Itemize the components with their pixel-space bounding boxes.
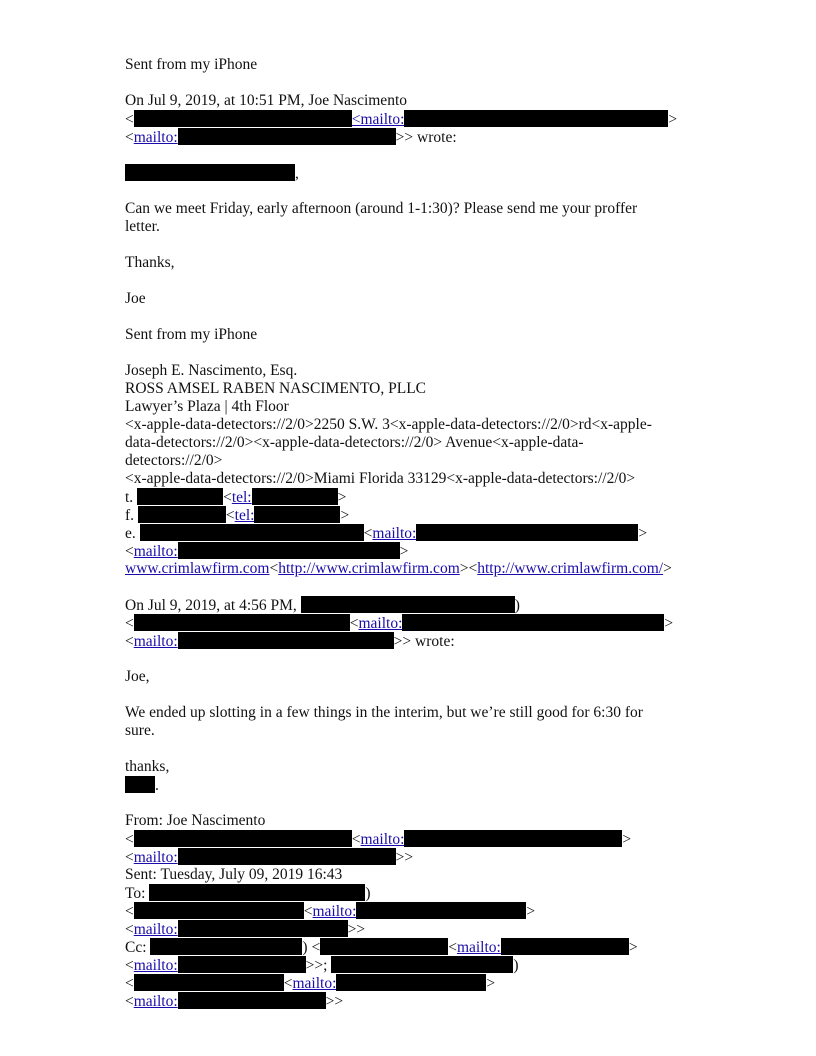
- mailto-link[interactable]: mailto:: [360, 831, 405, 848]
- mailto-link: <: [351, 111, 361, 128]
- email2-signoff: [125, 776, 159, 794]
- signature-address-3: detectors://2/0>: [125, 452, 223, 469]
- email2-body-cont: sure.: [125, 722, 155, 739]
- email1-body: Can we meet Friday, early afternoon (around 1-1:30)? Please send me your proffer: [125, 200, 638, 217]
- lt: <: [125, 957, 134, 974]
- mailto-link[interactable]: mailto:: [133, 921, 178, 938]
- forwarded-from-mailto: [125, 848, 413, 866]
- reply-header-2-text: On Jul 9, 2019, at 4:56 PM,: [125, 597, 297, 614]
- lt: <: [303, 903, 313, 920]
- redaction: [150, 938, 302, 955]
- mailto-link[interactable]: mailto:: [292, 975, 337, 992]
- lt: <: [125, 129, 134, 146]
- lt: <: [225, 507, 235, 524]
- mailto-link[interactable]: mailto:: [456, 939, 501, 956]
- lt: <: [363, 525, 373, 542]
- redaction: [134, 614, 350, 631]
- lt: <: [351, 831, 361, 848]
- redaction: [178, 128, 396, 145]
- redaction: [501, 938, 629, 955]
- lt: <: [125, 849, 134, 866]
- lt: <: [125, 615, 134, 632]
- redaction: [252, 488, 338, 505]
- lt: <: [269, 560, 279, 577]
- gt: >: [486, 975, 496, 992]
- redaction: [331, 956, 513, 973]
- lt: <: [125, 543, 134, 560]
- redaction: [301, 596, 515, 613]
- forwarded-to-mailto: [125, 920, 365, 938]
- lt: <: [349, 615, 359, 632]
- redaction: [134, 830, 352, 847]
- signature-email-mailto: [125, 542, 408, 560]
- sent-from-iphone: Sent from my iPhone: [125, 56, 258, 73]
- reply-header-1-address-line: [125, 110, 677, 128]
- redaction: [416, 524, 638, 541]
- website-link-http-slash[interactable]: http://www.crimlawfirm.com/: [477, 560, 664, 577]
- mailto-link[interactable]: mailto:: [133, 957, 178, 974]
- signature-website: [125, 560, 672, 578]
- redaction: [134, 974, 284, 991]
- email2-body: We ended up slotting in a few things in the interim, but we’re still good for 6:30 for: [125, 704, 643, 721]
- gtgt-semi: >>;: [305, 957, 328, 974]
- email1-thanks: Thanks,: [125, 254, 175, 271]
- gtgt: >>: [395, 849, 414, 866]
- redaction: [137, 488, 223, 505]
- comma: ,: [295, 165, 299, 182]
- redaction: [178, 632, 394, 649]
- email2-greeting: Joe,: [125, 668, 150, 685]
- forwarded-cc-mailto: [125, 956, 519, 974]
- redaction: [404, 110, 668, 127]
- cc-label: Cc:: [125, 939, 147, 956]
- reply-header-1: On Jul 9, 2019, at 10:51 PM, Joe Nascimento: [125, 92, 407, 109]
- mailto-link[interactable]: mailto:: [133, 129, 178, 146]
- signature-fax: [125, 506, 349, 524]
- reply-header-1-mailto-line: [125, 128, 457, 146]
- redaction: [402, 614, 664, 631]
- forwarded-sent: Sent: Tuesday, July 09, 2019 16:43: [125, 866, 343, 883]
- lt: <: [125, 975, 134, 992]
- forwarded-to: [125, 884, 371, 902]
- redaction: [336, 974, 486, 991]
- gt: >: [664, 615, 674, 632]
- mailto-link[interactable]: mailto:: [312, 903, 357, 920]
- lt: <: [125, 633, 134, 650]
- redaction: [134, 110, 352, 127]
- mailto-link[interactable]: mailto:: [360, 111, 405, 128]
- reply-header-2-address-line: [125, 614, 673, 632]
- email-label: e.: [125, 525, 136, 542]
- signature-firm: ROSS AMSEL RABEN NASCIMENTO, PLLC: [125, 380, 427, 397]
- redaction: [138, 506, 226, 523]
- email1-sent-from: Sent from my iPhone: [125, 326, 258, 343]
- signature-address-4: <x-apple-data-detectors://2/0>Miami Florida 33129<x-apple-data-detectors://2/0>: [125, 470, 636, 487]
- mailto-link[interactable]: mailto:: [372, 525, 417, 542]
- gtgt: >>: [325, 993, 344, 1010]
- redaction: [356, 902, 526, 919]
- redaction: [320, 938, 448, 955]
- reply-header-2: [125, 596, 520, 614]
- tel-link[interactable]: tel:: [234, 507, 255, 524]
- gtgt: >>: [347, 921, 366, 938]
- lt: <: [448, 939, 457, 956]
- mailto-link[interactable]: mailto:: [133, 849, 178, 866]
- website-link-http[interactable]: http://www.crimlawfirm.com: [278, 560, 460, 577]
- close-paren: ): [514, 597, 520, 614]
- redaction: [178, 992, 326, 1009]
- lt: <: [468, 560, 478, 577]
- lt: <: [283, 975, 293, 992]
- redaction: [254, 506, 340, 523]
- redaction: [140, 524, 364, 541]
- paren-lt: ) <: [302, 939, 321, 956]
- email1-signoff: Joe: [125, 290, 146, 307]
- gt: >: [337, 489, 347, 506]
- gt: >: [628, 939, 638, 956]
- signature-email: [125, 524, 647, 542]
- signature-address-2: data-detectors://2/0><x-apple-data-detectors://2/0> Avenue<x-apple-data-: [125, 434, 584, 451]
- mailto-link[interactable]: mailto:: [133, 633, 178, 650]
- mailto-link[interactable]: mailto:: [133, 993, 178, 1010]
- wrote-suffix: >> wrote:: [393, 633, 455, 650]
- period: .: [155, 777, 159, 794]
- gt: >: [399, 543, 409, 560]
- redaction: [178, 542, 400, 559]
- lt: <: [125, 921, 134, 938]
- close-paren: ): [365, 885, 371, 902]
- forwarded-from: From: Joe Nascimento: [125, 812, 266, 829]
- website-link[interactable]: www.crimlawfirm.com: [125, 560, 270, 577]
- lt: <: [125, 111, 134, 128]
- redaction: [404, 830, 622, 847]
- salutation-line: [125, 164, 299, 182]
- signature-phone: [125, 488, 346, 506]
- gt: >: [668, 111, 678, 128]
- redaction: [178, 848, 396, 865]
- lt: <: [223, 489, 232, 506]
- gt: >: [663, 560, 672, 577]
- gt: >: [459, 560, 469, 577]
- wrote-suffix: >> wrote:: [395, 129, 457, 146]
- mailto-link[interactable]: mailto:: [133, 543, 178, 560]
- fax-label: f.: [125, 507, 135, 524]
- phone-label: t.: [125, 489, 134, 506]
- forwarded-cc-address-mailto: [125, 992, 343, 1010]
- signature-floor: Lawyer’s Plaza | 4th Floor: [125, 398, 289, 415]
- reply-header-2-mailto-line: [125, 632, 455, 650]
- forwarded-cc-address: [125, 974, 495, 992]
- gt: >: [340, 507, 350, 524]
- signature-name: Joseph E. Nascimento, Esq.: [125, 362, 298, 379]
- redaction: [149, 884, 365, 901]
- redaction: [178, 920, 348, 937]
- signature-address-1: <x-apple-data-detectors://2/0>2250 S.W. 3<x-apple-data-detectors://2/0>rd<x-apple-: [125, 416, 652, 433]
- gt: >: [526, 903, 536, 920]
- redaction: [178, 956, 306, 973]
- forwarded-cc: [125, 938, 638, 956]
- redaction: [134, 902, 304, 919]
- lt: <: [125, 831, 134, 848]
- close-paren: ): [513, 957, 519, 974]
- forwarded-from-address: [125, 830, 631, 848]
- redaction: [125, 164, 295, 181]
- tel-link[interactable]: tel:: [231, 489, 252, 506]
- to-label: To:: [125, 885, 146, 902]
- gt: >: [638, 525, 648, 542]
- lt: <: [125, 903, 134, 920]
- email1-body-cont: letter.: [125, 218, 160, 235]
- lt: <: [125, 993, 134, 1010]
- mailto-link[interactable]: mailto:: [358, 615, 403, 632]
- forwarded-to-address: [125, 902, 535, 920]
- email2-thanks: thanks,: [125, 758, 170, 775]
- gt: >: [622, 831, 632, 848]
- redaction: [125, 776, 155, 793]
